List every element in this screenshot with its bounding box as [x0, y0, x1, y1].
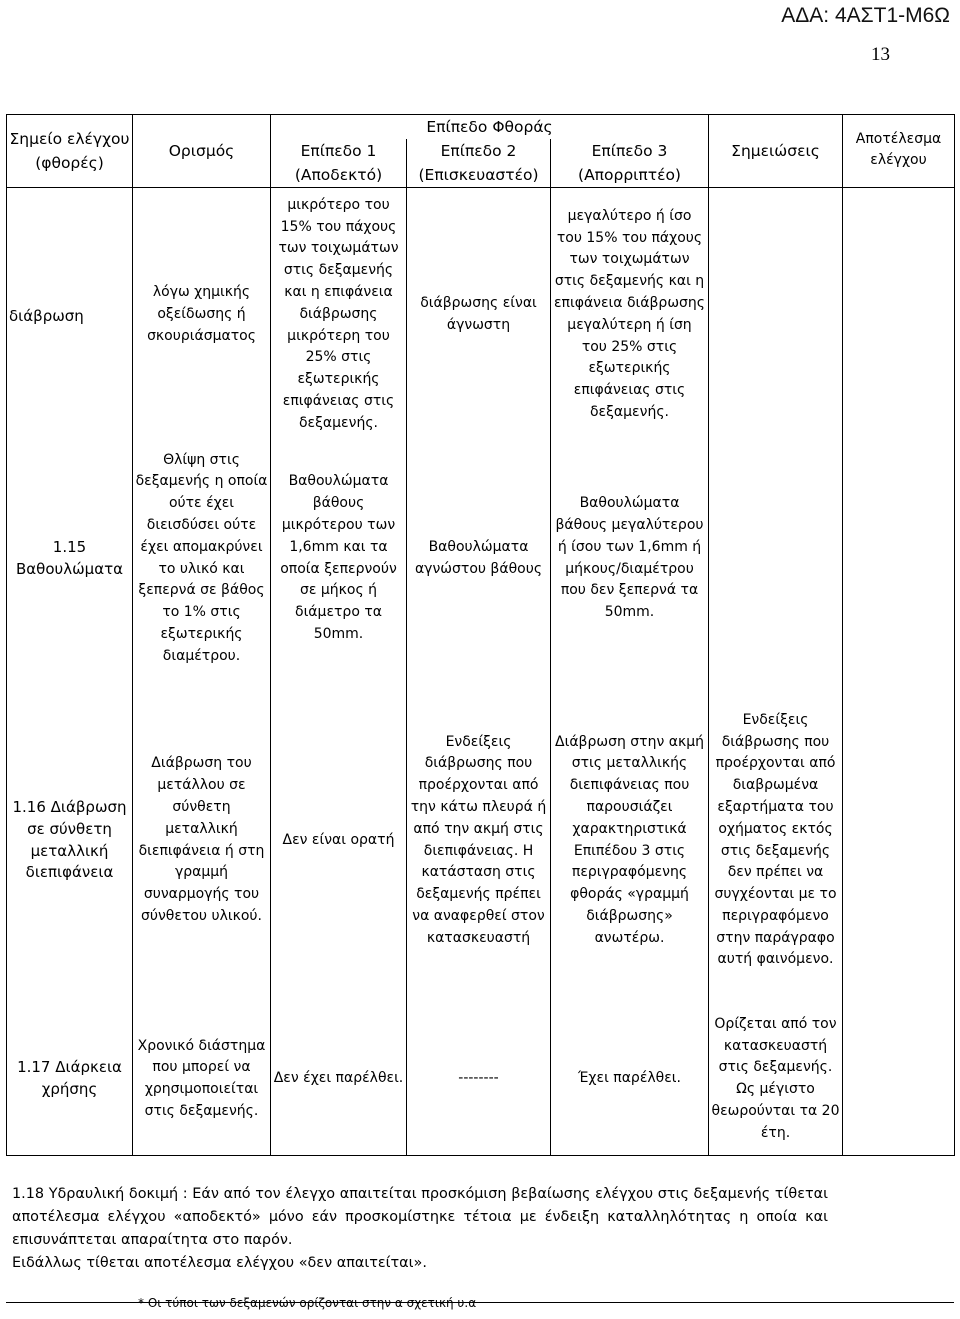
header-row-1 — [7, 115, 955, 140]
col-definition: Ορισμός — [133, 115, 271, 188]
row-result — [843, 1004, 955, 1156]
hydraulic-test-paragraph: 1.18 Υδραυλική δοκιμή : Εάν από τον έλεγχο απαιτείται προσκόμιση βεβαίωσης ελέγχου στις δεξαμενής τίθεται αποτέλεσμα ελέγχου «αποδεκτό» μόνο εάν προσκομίστηκε τέτοια με ένδειξη καταλληλότητας η οποία και επισυνάπτεται απαραίτητα στο παρόν. — [12, 1186, 828, 1248]
col-notes: Σημειώσεις — [709, 115, 843, 188]
row-definition: Χρονικό διάστημα που μπορεί να χρησιμοποιείται στις δεξαμενής. — [133, 1004, 271, 1156]
row-notes: Ενδείξεις διάβρωσης που προέρχονται από διαβρωμένα εξαρτήματα του οχήματος εκτός στις δεξαμενής δεν πρέπει να συγχέονται με το περιγραφόμενο στην παράγραφο αυτή φαινόμενο. — [709, 678, 843, 1004]
otherwise-paragraph: Ειδάλλως τίθεται αποτέλεσμα ελέγχου «δεν απαιτείται». — [12, 1255, 427, 1271]
row-level3: Βαθουλώματα βάθους μεγαλύτερου ή ίσου των 1,6mm ή μήκους/διαμέτρου που δεν ξεπερνά τα 50mm. — [551, 440, 709, 678]
col-level3: Επίπεδο 3 (Απορριπτέο) — [551, 139, 709, 188]
table-row — [7, 440, 955, 678]
row-checkpoint: διάβρωση — [7, 188, 133, 440]
row-result — [843, 678, 955, 1004]
row-notes: Ορίζεται από τον κατασκευαστή στις δεξαμενής. Ως μέγιστο θεωρούνται τα 20 έτη. — [709, 1004, 843, 1156]
row-checkpoint: 1.17 Διάρκεια χρήσης — [7, 1004, 133, 1156]
table-row — [7, 678, 955, 1004]
col-checkpoint: Σημείο ελέγχου (φθορές) — [7, 115, 133, 188]
row-checkpoint: 1.16 Διάβρωση σε σύνθετη μεταλλική διεπιφάνεια — [7, 678, 133, 1004]
row-checkpoint: 1.15 Βαθουλώματα — [7, 440, 133, 678]
col-result: Αποτέλεσμα ελέγχου — [843, 115, 955, 188]
col-damage-level-group: Επίπεδο Φθοράς — [271, 115, 709, 140]
col-level1: Επίπεδο 1 (Αποδεκτό) — [271, 139, 407, 188]
row-level2: -------- — [407, 1004, 551, 1156]
page-number: 13 — [871, 44, 890, 65]
inspection-table — [6, 114, 955, 1156]
row-definition: Θλίψη στις δεξαμενής η οποία ούτε έχει διεισδύσει ούτε έχει απομακρύνει το υλικό και ξεπερνά σε βάθος το 1% στις εξωτερικής διαμέτρου. — [133, 440, 271, 678]
row-level3: Διάβρωση στην ακμή στις μεταλλικής διεπιφάνειας που παρουσιάζει χαρακτηριστικά Επιπέδου 3 στις περιγραφόμενης φθοράς «γραμμή διάβρωσης» ανωτέρω. — [551, 678, 709, 1004]
row-notes — [709, 440, 843, 678]
row-level3: Έχει παρέλθει. — [551, 1004, 709, 1156]
row-result — [843, 188, 955, 440]
row-level1: Βαθουλώματα βάθους μικρότερου των 1,6mm και τα οποία ξεπερνούν σε μήκος ή διάμετρο τα 50mm. — [271, 440, 407, 678]
row-level2: Βαθουλώματα αγνώστου βάθους — [407, 440, 551, 678]
footnote: * Οι τύποι των δεξαμενών ορίζονται στην α σχετική υ.α — [138, 1296, 477, 1310]
footer-text — [12, 1183, 828, 1275]
row-result — [843, 440, 955, 678]
row-level3: μεγαλύτερο ή ίσο του 15% του πάχους των τοιχωμάτων στις δεξαμενής και η επιφάνεια διάβρωσης μεγαλύτερη ή ίση του 25% στις εξωτερικής επιφάνειας στις δεξαμενής. — [551, 188, 709, 440]
row-level1: Δεν έχει παρέλθει. — [271, 1004, 407, 1156]
ada-code: ΑΔΑ: 4ΑΣΤ1-Μ6Ω — [781, 4, 950, 27]
row-level2: διάβρωσης είναι άγνωστη — [407, 188, 551, 440]
row-level1: Δεν είναι ορατή — [271, 678, 407, 1004]
row-level2: Ενδείξεις διάβρωσης που προέρχονται από την κάτω πλευρά ή από την ακμή στις διεπιφάνειας. Η κατάσταση στις δεξαμενής πρέπει να αναφερθεί στον κατασκευαστή — [407, 678, 551, 1004]
table-row — [7, 188, 955, 440]
row-definition: λόγω χημικής οξείδωσης ή σκουριάσματος — [133, 188, 271, 440]
row-notes — [709, 188, 843, 440]
col-level2: Επίπεδο 2 (Επισκευαστέο) — [407, 139, 551, 188]
table-row — [7, 1004, 955, 1156]
row-level1: μικρότερο του 15% του πάχους των τοιχωμάτων στις δεξαμενής και η επιφάνεια διάβρωσης μικρότερη του 25% στις εξωτερικής επιφάνειας στις δεξαμενής. — [271, 188, 407, 440]
row-definition: Διάβρωση του μετάλλου σε σύνθετη μεταλλική διεπιφάνεια ή στη γραμμή συναρμογής του σύνθετου υλικού. — [133, 678, 271, 1004]
